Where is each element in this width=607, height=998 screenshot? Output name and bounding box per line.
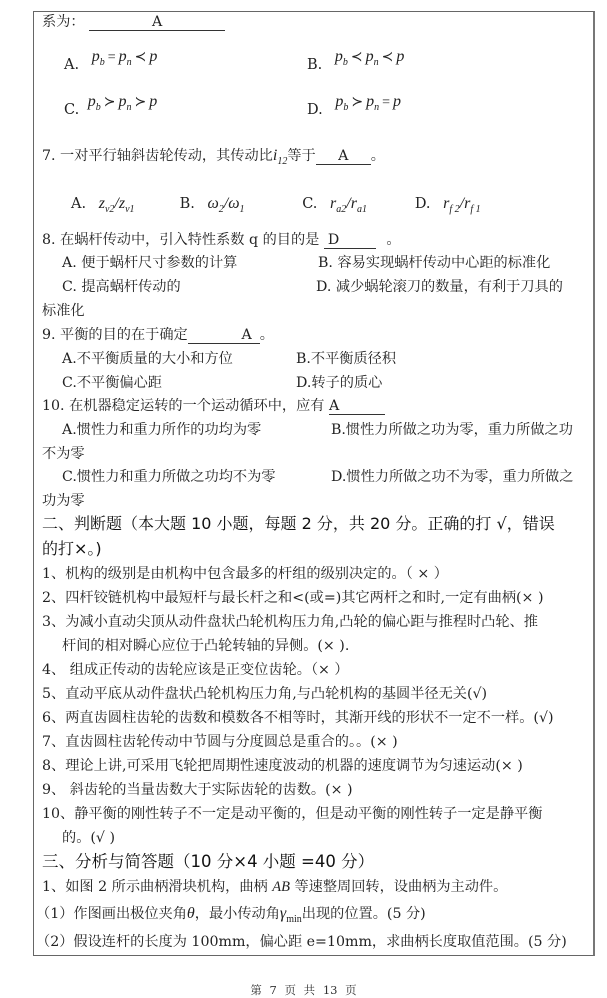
q9-option-b: B.不平衡质径积	[296, 351, 397, 367]
q9-option-a: A.不平衡质量的大小和方位	[62, 351, 233, 367]
theta-symbol: θ	[186, 905, 195, 922]
q7-symbol: $i_{12}$	[272, 147, 288, 168]
q10-option-d-continued: 功为零	[42, 493, 85, 509]
section-3-title: 三、分析与简答题（10 分×4 小题 =40 分）	[42, 852, 375, 871]
question-9-stem	[42, 326, 274, 344]
prev-option-b	[307, 48, 405, 76]
q7-option-b: B. $\omega_2/\omega_1$	[179, 195, 245, 216]
q7-stem-text2: 等于	[287, 148, 316, 164]
judgment-item-8: 8、理论上讲,可采用飞轮把周期性速度波动的机器的速度调节为匀速运动(× )	[42, 758, 523, 774]
q10-option-d: D.惯性力所做之功不为零，重力所做之	[331, 469, 574, 485]
option-expression: $p_b = p_n$ ≺ p	[91, 48, 158, 69]
q8-option-d: D. 减少蜗轮滚刀的数量，有利于刀具的	[316, 279, 563, 295]
question-8-stem	[42, 231, 401, 249]
q1-symbol: AB	[272, 879, 290, 895]
judgment-item-3-continued: 杆间的相对瞬心应位于凸轮转轴的异侧。(× ).	[62, 638, 350, 654]
q8-stem-text: 8. 在蜗杆传动中，引入特性系数 q 的目的是	[42, 232, 320, 248]
judgment-item-7: 7、直齿圆柱齿轮传动中节圆与分度圆总是重合的。。(× )	[42, 734, 398, 750]
judgment-item-2: 2、四杆铰链机构中最短杆与最长杆之和<(或=)其它两杆之和时,一定有曲柄(× )	[42, 590, 544, 606]
option-label: C.	[64, 102, 80, 118]
gamma-min-symbol: $\gamma_{min}$	[279, 905, 302, 926]
prev-option-a	[64, 48, 158, 76]
q8-option-a: A. 便于蜗杆尺寸参数的计算	[62, 255, 238, 271]
prev-option-c	[64, 93, 158, 121]
prev-option-d	[307, 93, 401, 121]
q8-option-d-continued: 标准化	[42, 303, 85, 319]
sub1-text3: 出现的位置。(5 分)	[301, 906, 426, 922]
page-number-footer: 第 7 页 共 13 页	[250, 983, 357, 997]
prev-question-tail	[42, 13, 225, 31]
analysis-subquestion-2: （2）假设连杆的长度为 100mm，偏心距 e=10mm，求曲柄长度取值范围。(5 分)	[36, 934, 567, 950]
judgment-item-4: 4、 组成正传动的齿轮应该是正变位齿轮。（× ）	[42, 662, 349, 678]
judgment-item-9: 9、 斜齿轮的当量齿数大于实际齿轮的齿数。(× )	[42, 782, 353, 798]
q7-option-d: D. $r_{f 2}/r_{f 1}$	[414, 195, 481, 216]
exam-content-box	[33, 11, 595, 956]
option-label: D.	[307, 102, 323, 118]
q10-option-a: A.惯性力和重力所作的功均为零	[62, 422, 262, 438]
prev-question-answer: A	[89, 14, 225, 31]
q8-option-c: C. 提高蜗杆传动的	[62, 279, 181, 295]
question-7-options	[71, 195, 481, 219]
q7-option-a: A. $z_{v2}/z_{v1}$	[71, 195, 135, 216]
question-10-stem	[42, 397, 385, 415]
judgment-item-10-continued: 的。(√ )	[62, 830, 115, 846]
q10-stem-text: 10. 在机器稳定运转的一个运动循环中，应有	[42, 398, 325, 414]
q8-stem-end: 。	[386, 232, 401, 248]
q9-stem-end: 。	[259, 327, 274, 343]
section-2-title: 二、判断题（本大题 10 小题，每题 2 分，共 20 分。正确的打 √，错误	[42, 514, 555, 533]
judgment-item-5: 5、直动平底从动件盘状凸轮机构压力角,与凸轮机构的基圆半径无关(√)	[42, 686, 488, 702]
judgment-item-3: 3、为减小直动尖顶从动件盘状凸轮机构压力角,凸轮的偏心距与推程时凸轮、推	[42, 614, 538, 630]
q8-option-b: B. 容易实现蜗杆传动中心距的标准化	[318, 255, 551, 271]
q9-option-c: C.不平衡偏心距	[62, 375, 162, 391]
q8-answer: D	[324, 232, 376, 249]
option-expression: $p_b$ ≺ $p_n$ ≺ p	[334, 48, 405, 69]
sub1-text: （1）作图画出极位夹角	[36, 906, 187, 922]
q1-text: 1、如图 2 所示曲柄滑块机构，曲柄	[42, 879, 268, 895]
q9-answer: A	[188, 327, 260, 344]
q10-option-c: C.惯性力和重力所做之功均不为零	[62, 469, 276, 485]
option-label: B.	[307, 57, 323, 73]
option-label: A.	[64, 57, 80, 73]
question-7-stem	[42, 147, 385, 171]
q7-option-c: C. $r_{a2}/r_{a1}$	[302, 195, 367, 216]
judgment-item-1: 1、机构的级别是由机构中包含最多的杆组的级别决定的。（ × ）	[42, 566, 448, 582]
q7-stem-end: 。	[370, 148, 385, 164]
judgment-item-10: 10、静平衡的刚性转子不一定是动平衡的，但是动平衡的刚性转子一定是静平衡	[42, 806, 543, 822]
q9-stem-text: 9. 平衡的目的在于确定	[42, 327, 188, 343]
q9-option-d: D.转子的质心	[296, 375, 383, 391]
q7-stem-text: 7. 一对平行轴斜齿轮传动，其传动比	[42, 148, 273, 164]
judgment-item-6: 6、两直齿圆柱齿轮的齿数和模数各不相等时，其渐开线的形状不一定不一样。(√)	[42, 710, 554, 726]
sub1-text2: ，最小传动角	[194, 906, 280, 922]
option-expression: $p_b$ ≻ $p_n = p$	[335, 93, 401, 114]
q10-answer: A	[329, 398, 385, 415]
q10-option-b-continued: 不为零	[42, 446, 85, 462]
analysis-question-1	[42, 878, 507, 896]
q1-text2: 等速整周回转，设曲柄为主动件。	[294, 879, 508, 895]
q10-option-b: B.惯性力所做之功为零，重力所做之功	[331, 422, 573, 438]
option-expression: $p_b$ ≻ $p_n$ ≻ p	[87, 93, 158, 114]
section-2-title-continued: 的打×。)	[42, 539, 102, 558]
analysis-subquestion-1	[36, 905, 426, 929]
q7-answer: A	[316, 148, 371, 165]
prev-question-prefix: 系为：	[42, 14, 85, 30]
